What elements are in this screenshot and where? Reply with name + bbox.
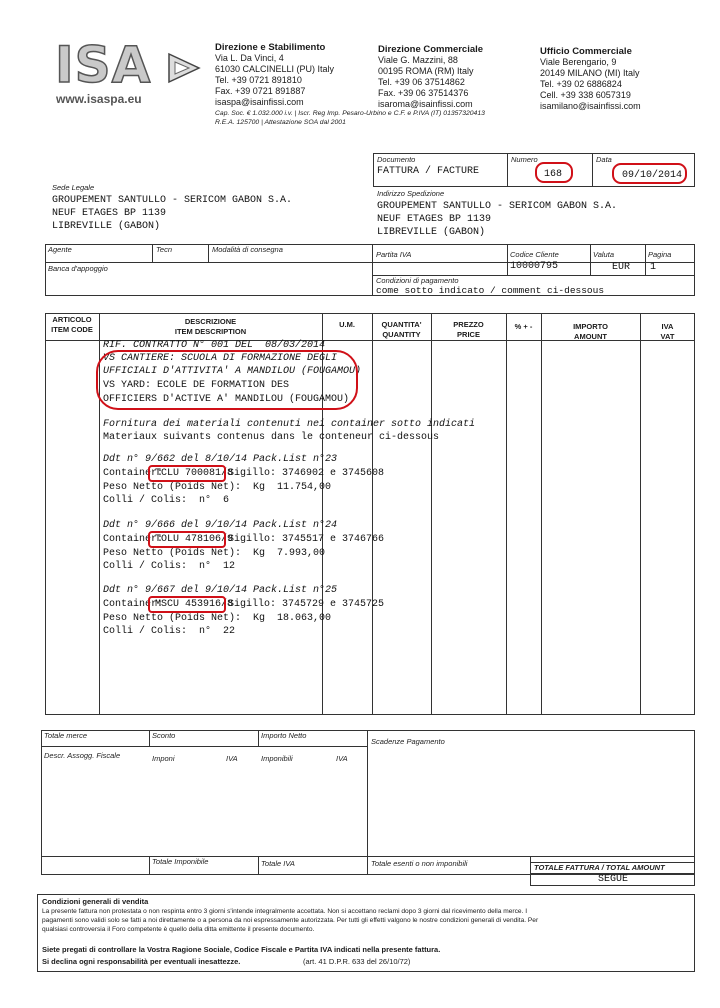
commercial-title: Direzione Commerciale [378,44,484,55]
legal-seat-line: LIBREVILLE (GABON) [52,221,161,232]
taxable-label: Imponi [152,754,175,763]
seal-numbers: Sigillo: 3745517 e 3746766 [228,534,385,545]
quantity-en-label: QUANTITY [382,330,421,339]
legal-seat-line: NEUF ETAGES BP 1139 [52,208,167,219]
net-weight: Peso Netto (Poids Net): Kg 11.754,00 [103,482,332,493]
plant-line: Fax. +39 0721 891887 [215,86,306,96]
taxable-label: Imponibili [261,754,293,763]
vat-label: IVA [661,322,674,331]
agent-label: Agente [48,245,72,254]
delivery-label: Modalità di consegna [212,245,283,254]
header-quantity [372,320,431,340]
conditions-line: qualsiasi controversia il Foro competente è quello della ditta emittente il presente documento. [42,926,315,933]
contract-reference: RIF. CONTRATTO N° 001 DEL 08/03/2014 [103,340,326,351]
payment-due-label: Scadenze Pagamento [371,737,445,746]
office-line: Cell. +39 338 6057319 [540,90,631,100]
customer-code-label: Codice Cliente [510,250,559,259]
container-prefix: Container: [103,534,164,545]
amount-en-label: AMOUNT [574,332,607,341]
discount-label: Sconto [152,731,176,740]
total-taxable-label: Totale Imponibile [152,857,209,866]
legal-info-line: R.E.A. 125700 | Attestazione SOA dal 2001 [215,119,346,126]
vat-col-label: IVA [226,754,238,763]
totals-grid [41,730,695,875]
tax-desc-label: Descr. Assogg. Fiscale [44,751,121,760]
header-um: U.M. [339,320,355,329]
shipping-line: LIBREVILLE (GABON) [377,227,486,238]
amount-label: IMPORTO [573,322,608,331]
ddt-line: Ddt n° 9/662 del 8/10/14 Pack.List n°23 [103,454,338,465]
net-weight: Peso Netto (Poids Net): Kg 18.063,00 [103,613,332,624]
price-en-label: PRICE [457,330,480,339]
header-vat [640,322,695,342]
footer-law-ref: (art. 41 D.P.R. 633 del 26/10/72) [303,957,411,966]
price-label: PREZZO [453,320,484,329]
invoice-total-value: SEGUE [598,874,629,885]
company-website: www.isaspa.eu [56,92,142,106]
number-highlight [535,162,573,183]
tech-label: Tecn [156,245,172,254]
plant-line: Tel. +39 0721 891810 [215,75,302,85]
plant-line: 61030 CALCINELLI (PU) Italy [215,64,335,74]
office-line: Viale Berengario, 9 [540,57,617,67]
vat-en-label: VAT [660,332,675,341]
container-code-highlight [148,465,226,482]
package-count: Colli / Colis: n° 6 [103,495,230,506]
net-amount-label: Importo Netto [261,731,307,740]
seal-numbers: Sigillo: 3745729 e 3745725 [228,599,385,610]
package-count: Colli / Colis: n° 22 [103,626,236,637]
plant-line: Via L. Da Vinci, 4 [215,53,284,63]
quantity-label: QUANTITA' [381,320,422,329]
container-code: TOLU 478106/9 [155,534,234,545]
currency-value: EUR [612,262,631,273]
description-label: DESCRIZIONE [184,317,237,326]
article-label: ARTICOLO [52,315,92,324]
shipping-line: GROUPEMENT SANTULLO - SERICOM GABON S.A. [377,201,618,212]
commercial-address [378,44,538,110]
legal-seat-line: GROUPEMENT SANTULLO - SERICOM GABON S.A. [52,195,293,206]
exempt-total-label: Totale esenti o non imponibili [371,859,468,868]
date-label: Data [596,155,612,164]
item-description-label: ITEM DESCRIPTION [174,327,247,336]
package-count: Colli / Colis: n° 12 [103,561,236,572]
container-prefix: Container: [103,468,164,479]
commercial-line: Fax. +39 06 37514376 [378,88,469,98]
commercial-line: Tel. +39 06 37514862 [378,77,465,87]
footer-note: Siete pregati di controllare la Vostra Ragione Sociale, Codice Fiscale e Partita IVA indicati nella presente fattura. [42,945,441,954]
payment-label: Condizioni di pagamento [376,276,459,285]
bank-label: Banca d'appoggio [48,264,108,273]
site-line: UFFICIALI D'ATTIVITA' A MANDILOU (FOUGAMOU) [103,366,362,377]
invoice-number: 168 [544,169,563,180]
shipping-label: Indirizzo Spedizione [377,189,445,198]
plant-title: Direzione e Stabilimento [215,42,326,53]
site-line: VS YARD: ECOLE DE FORMATION DES [103,380,290,391]
header-description [99,317,322,337]
logo-arrow-icon [165,50,205,86]
header-price [431,320,506,340]
conditions-line: pagamenti sono validi solo se fatti a noi direttamente o a persona da noi espressamente autorizzata. Per tutti gli effetti valgono le nostre condizioni generali di vendita. Per [42,917,539,924]
container-prefix: Container: [103,599,164,610]
footer-note: Si declina ogni responsabilità per eventuali inesattezze. [42,957,241,966]
vat-col-label: IVA [336,754,348,763]
payment-terms: come sotto indicato / comment ci-dessous [376,285,605,296]
page-number: 1 [650,262,657,273]
container-code-highlight [148,596,226,613]
page-label: Pagina [648,250,672,259]
number-label: Numero [511,155,538,164]
header-discount: % + - [514,322,533,331]
net-weight: Peso Netto (Poids Net): Kg 7.993,00 [103,548,326,559]
invoice-total-label: TOTALE FATTURA / TOTAL AMOUNT [534,863,665,872]
goods-total-label: Totale merce [44,731,88,740]
customer-code: 10000795 [510,261,559,272]
commercial-line: 00195 ROMA (RM) Italy [378,66,474,76]
commercial-line: isaroma@isainfissi.com [378,99,473,109]
seal-numbers: Sigillo: 3746902 e 3745608 [228,468,385,479]
legal-seat-label: Sede Legale [52,183,95,192]
site-line: VS CANTIERE: SCUOLA DI FORMAZIONE DEGLI [103,353,338,364]
ddt-line: Ddt n° 9/667 del 9/10/14 Pack.List n°25 [103,585,338,596]
plant-line: isaspa@isainfissi.com [215,97,304,107]
container-code: MSCU 453916/8 [155,599,234,610]
item-code-label: ITEM CODE [51,325,93,334]
logo-letters: ISA [55,36,152,94]
site-highlight [96,350,358,410]
currency-label: Valuta [593,250,614,259]
office-line: 20149 MILANO (MI) Italy [540,68,640,78]
shipping-line: NEUF ETAGES BP 1139 [377,214,492,225]
legal-info-line: Cap. Soc. € 1.032.000 i.v. | Iscr. Reg Imp. Pesaro-Urbino e C.F. e P.IVA (IT) 01357320413 [215,110,485,117]
conditions-title: Condizioni generali di vendita [42,897,149,906]
container-code: TCLU 700081/8 [155,468,234,479]
ddt-line: Ddt n° 9/666 del 9/10/14 Pack.List n°24 [103,520,338,531]
invoice-date: 09/10/2014 [622,170,683,181]
conditions-line: La presente fattura non protestata o non respinta entro 3 giorni s'intende integralmente accettata. Non si accettano reclami dopo 3 giorni dal ricevimento della merce. I [42,908,528,915]
office-address [540,46,700,112]
company-logo [55,36,167,94]
header-amount [541,322,640,342]
total-vat-label: Totale IVA [261,859,295,868]
supply-line: Materiaux suivants contenus dans le conteneur ci-dessous [103,432,440,443]
office-line: Tel. +39 02 6886824 [540,79,622,89]
vat-number-label: Partita IVA [376,250,412,259]
office-line: isamilano@isainfissi.com [540,101,641,111]
header-article [45,315,99,335]
office-title: Ufficio Commerciale [540,46,632,57]
commercial-line: Viale G. Mazzini, 88 [378,55,458,65]
supply-line: Fornitura dei materiali contenuti nei container sotto indicati [103,419,476,430]
document-label: Documento [377,155,416,164]
date-highlight [612,163,687,184]
site-line: OFFICIERS D'ACTIVE A' MANDILOU (FOUGAMOU) [103,394,350,405]
plant-address [215,42,375,108]
document-type: FATTURA / FACTURE [377,166,480,177]
container-code-highlight [148,531,226,548]
